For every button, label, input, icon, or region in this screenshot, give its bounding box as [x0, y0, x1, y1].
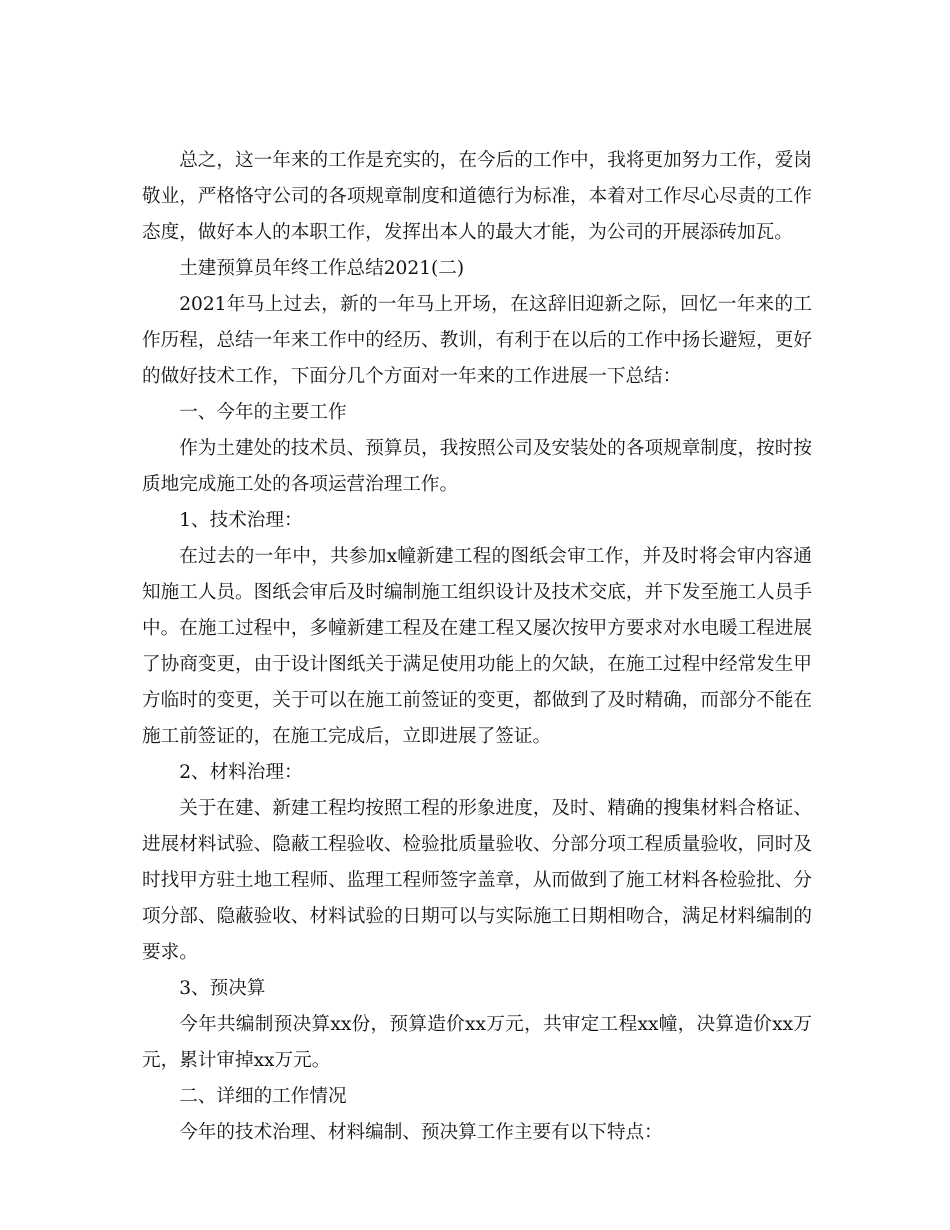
document-subtitle: 土建预算员年终工作总结2021(二)	[179, 258, 465, 279]
paragraph-technical-management: 在过去的一年中，共参加x幢新建工程的图纸会审工作，并及时将会审内容通知施工人员。图纸会审后及时编制施工组织设计及技术交底，并下发至施工人员手中。在施工过程中，多幢新建工程及在建工程又屡次按甲方要求对水电暖工程进展了协商变更，由于设计图纸关于满足使用功能上的欠缺，在施工过程中经常发生甲方临时的变更，关于可以在施工前签证的变更，都做到了及时精确，而部分不能在施工前签证的，在施工完成后，立即进展了签证。	[142, 546, 812, 747]
paragraph-material-management: 关于在建、新建工程均按照工程的形象进度，及时、精确的搜集材料合格证、进展材料试验、隐蔽工程验收、检验批质量验收、分部分项工程质量验收，同时及时找甲方驻土地工程师、监理工程师签字盖章，从而做到了施工材料各检验批、分项分部、隐蔽验收、材料试验的日期可以与实际施工日期相吻合，满足材料编制的要求。	[142, 798, 812, 963]
subheading-budget-settlement: 3、预决算	[179, 978, 266, 999]
paragraph-summary-conclusion: 总之，这一年来的工作是充实的，在今后的工作中，我将更加努力工作，爱岗敬业，严格恪守公司的各项规章制度和道德行为标准，本着对工作尽心尽责的工作态度，做好本人的本职工作，发挥出本人的最大才能，为公司的开展添砖加瓦。	[142, 150, 812, 243]
paragraph-work-features: 今年的技术治理、材料编制、预决算工作主要有以下特点：	[179, 1122, 663, 1143]
subheading-material-management: 2、材料治理：	[179, 762, 303, 783]
paragraph-budget-settlement: 今年共编制预决算xx份，预算造价xx万元，共审定工程xx幢，决算造价xx万元，累计审掉xx万元。	[142, 1014, 812, 1071]
subheading-technical-management: 1、技术治理：	[179, 510, 303, 531]
document-body	[142, 143, 812, 1151]
section-heading-work-details: 二、详细的工作情况	[179, 1086, 347, 1107]
paragraph-role: 作为土建处的技术员、预算员，我按照公司及安装处的各项规章制度，按时按质地完成施工处的各项运营治理工作。	[142, 438, 812, 495]
section-heading-main-work: 一、今年的主要工作	[179, 402, 347, 423]
paragraph-intro: 2021年马上过去，新的一年马上开场，在这辞旧迎新之际，回忆一年来的工作历程，总结一年来工作中的经历、教训，有利于在以后的工作中扬长避短，更好的做好技术工作，下面分几个方面对一年来的工作进展一下总结：	[142, 294, 812, 387]
